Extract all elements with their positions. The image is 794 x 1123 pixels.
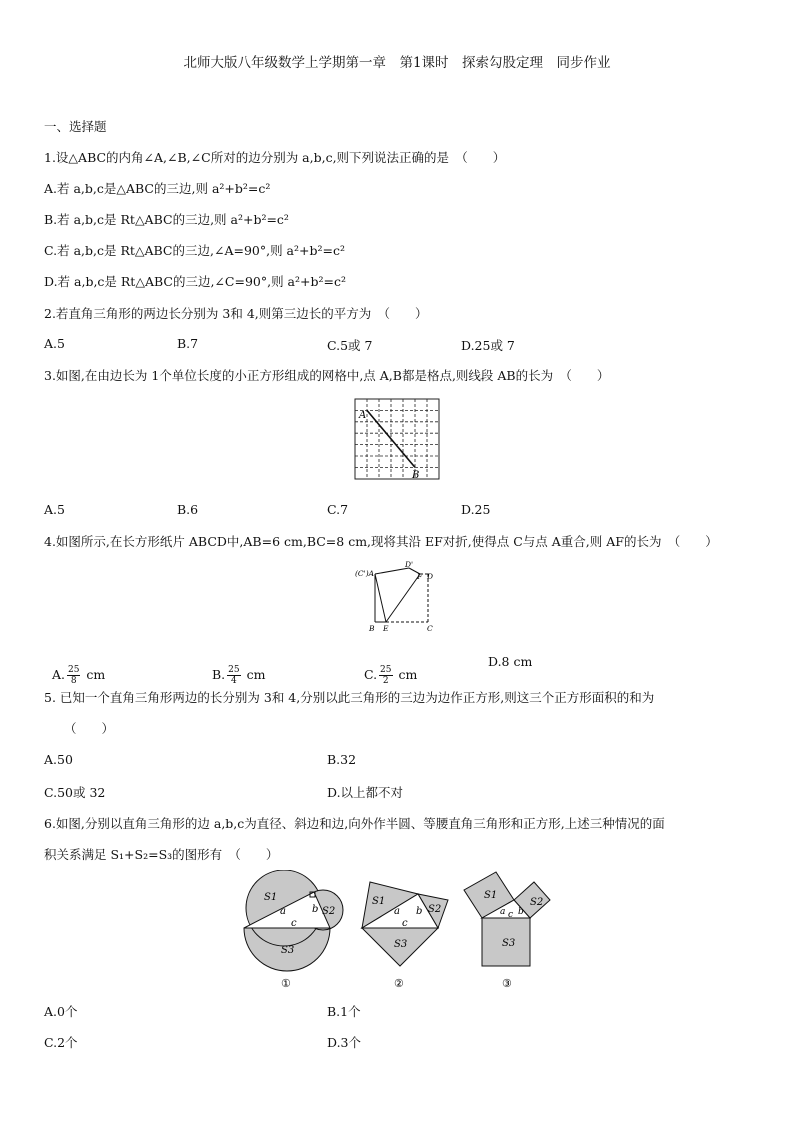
label-dp: D' bbox=[405, 560, 414, 569]
q4-option-a: A. $\frac{25}{8}$ cm bbox=[51, 665, 106, 686]
label-c: C bbox=[427, 624, 433, 633]
q4-stem: 4.如图所示,在长方形纸片 ABCD中,AB=6 cm,BC=8 cm,现将其沿 EF对折,使得点 C与点 A重合,则 AF的长为 （ ） bbox=[44, 534, 718, 549]
f1-s1: S1 bbox=[264, 892, 278, 903]
q3-grid-figure bbox=[352, 396, 442, 482]
label-a: A bbox=[359, 410, 367, 421]
q2-stem: 2.若直角三角形的两边长分别为 3和 4,则第三边长的平方为 （ ） bbox=[44, 306, 428, 321]
f2-s2: S2 bbox=[428, 904, 442, 915]
f1-c: c bbox=[291, 918, 297, 929]
label-b: B bbox=[369, 624, 375, 633]
segment-ab bbox=[367, 410, 415, 467]
q2-option-c: C.5或 7 bbox=[327, 338, 373, 353]
f3-s2: S2 bbox=[530, 897, 544, 908]
f2-caption: ② bbox=[394, 977, 404, 990]
q2-option-b: B.7 bbox=[177, 336, 199, 351]
f2-a: a bbox=[394, 906, 400, 917]
section-heading: 一、选择题 bbox=[44, 119, 107, 134]
q1-stem: 1.设△ABC的内角∠A,∠B,∠C所对的边分别为 a,b,c,则下列说法正确的是 （ ） bbox=[44, 150, 506, 165]
label-f: F bbox=[417, 572, 423, 581]
q1-option-b: B.若 a,b,c是 Rt△ABC的三边,则 a²+b²=c² bbox=[44, 212, 289, 227]
q5-option-d: D.以上都不对 bbox=[327, 785, 404, 800]
q4-rectangle-figure bbox=[354, 560, 440, 636]
f3-caption: ③ bbox=[502, 977, 512, 990]
q3-option-b: B.6 bbox=[177, 502, 199, 517]
q5-paren: （ ） bbox=[64, 721, 115, 736]
f3-c: c bbox=[508, 910, 514, 920]
f1-a: a bbox=[280, 906, 286, 917]
q4-option-b: B. $\frac{25}{4}$ cm bbox=[211, 665, 266, 686]
f2-c: c bbox=[402, 918, 408, 929]
q6-option-a: A.0个 bbox=[44, 1004, 78, 1019]
q5-option-b: B.32 bbox=[327, 752, 357, 767]
f3-b: b bbox=[518, 907, 524, 917]
q5-option-c: C.50或 32 bbox=[44, 785, 106, 800]
q4-option-d: D.8 cm bbox=[488, 654, 533, 669]
f3-s1: S1 bbox=[484, 890, 498, 901]
f3-a: a bbox=[500, 907, 506, 917]
q6-option-b: B.1个 bbox=[327, 1004, 361, 1019]
f1-b: b bbox=[312, 904, 319, 915]
f1-s3: S3 bbox=[281, 945, 295, 956]
label-b: B bbox=[412, 470, 420, 481]
q6-option-c: C.2个 bbox=[44, 1035, 78, 1050]
figure-3-squares bbox=[464, 872, 550, 966]
f1-s2: S2 bbox=[322, 906, 336, 917]
label-e: E bbox=[383, 624, 389, 633]
q3-option-d: D.25 bbox=[461, 502, 491, 517]
q2-option-a: A.5 bbox=[44, 336, 65, 351]
q1-option-d: D.若 a,b,c是 Rt△ABC的三边,∠C=90°,则 a²+b²=c² bbox=[44, 274, 346, 289]
q2-option-d: D.25或 7 bbox=[461, 338, 515, 353]
q1-option-c: C.若 a,b,c是 Rt△ABC的三边,∠A=90°,则 a²+b²=c² bbox=[44, 243, 345, 258]
f2-s3: S3 bbox=[394, 939, 408, 950]
label-d: D bbox=[427, 572, 434, 581]
q6-figures bbox=[236, 870, 556, 992]
q3-option-c: C.7 bbox=[327, 502, 349, 517]
q5-stem: 5. 已知一个直角三角形两边的长分别为 3和 4,分别以此三角形的三边为边作正方形,则这三个正方形面积的和为 bbox=[44, 690, 655, 705]
f2-s1: S1 bbox=[372, 896, 386, 907]
q5-option-a: A.50 bbox=[44, 752, 73, 767]
q1-option-a: A.若 a,b,c是△ABC的三边,则 a²+b²=c² bbox=[44, 181, 271, 196]
q4-option-c: C. $\frac{25}{2}$ cm bbox=[363, 665, 418, 686]
label-ca: (C')A bbox=[355, 569, 375, 578]
q6-stem-line1: 6.如图,分别以直角三角形的边 a,b,c为直径、斜边和边,向外作半圆、等腰直角三角形和正方形,上述三种情况的面 bbox=[44, 816, 665, 831]
page-title: 北师大版八年级数学上学期第一章 第1课时 探索勾股定理 同步作业 bbox=[183, 55, 611, 71]
f2-b: b bbox=[416, 906, 423, 917]
f1-caption: ① bbox=[281, 977, 291, 990]
q3-option-a: A.5 bbox=[44, 502, 65, 517]
f3-s3: S3 bbox=[502, 938, 516, 949]
q3-stem: 3.如图,在由边长为 1个单位长度的小正方形组成的网格中,点 A,B都是格点,则线段 AB的长为 （ ） bbox=[44, 368, 610, 383]
q6-stem-line2: 积关系满足 S₁+S₂=S₃的图形有 （ ） bbox=[44, 847, 279, 862]
q6-option-d: D.3个 bbox=[327, 1035, 362, 1050]
